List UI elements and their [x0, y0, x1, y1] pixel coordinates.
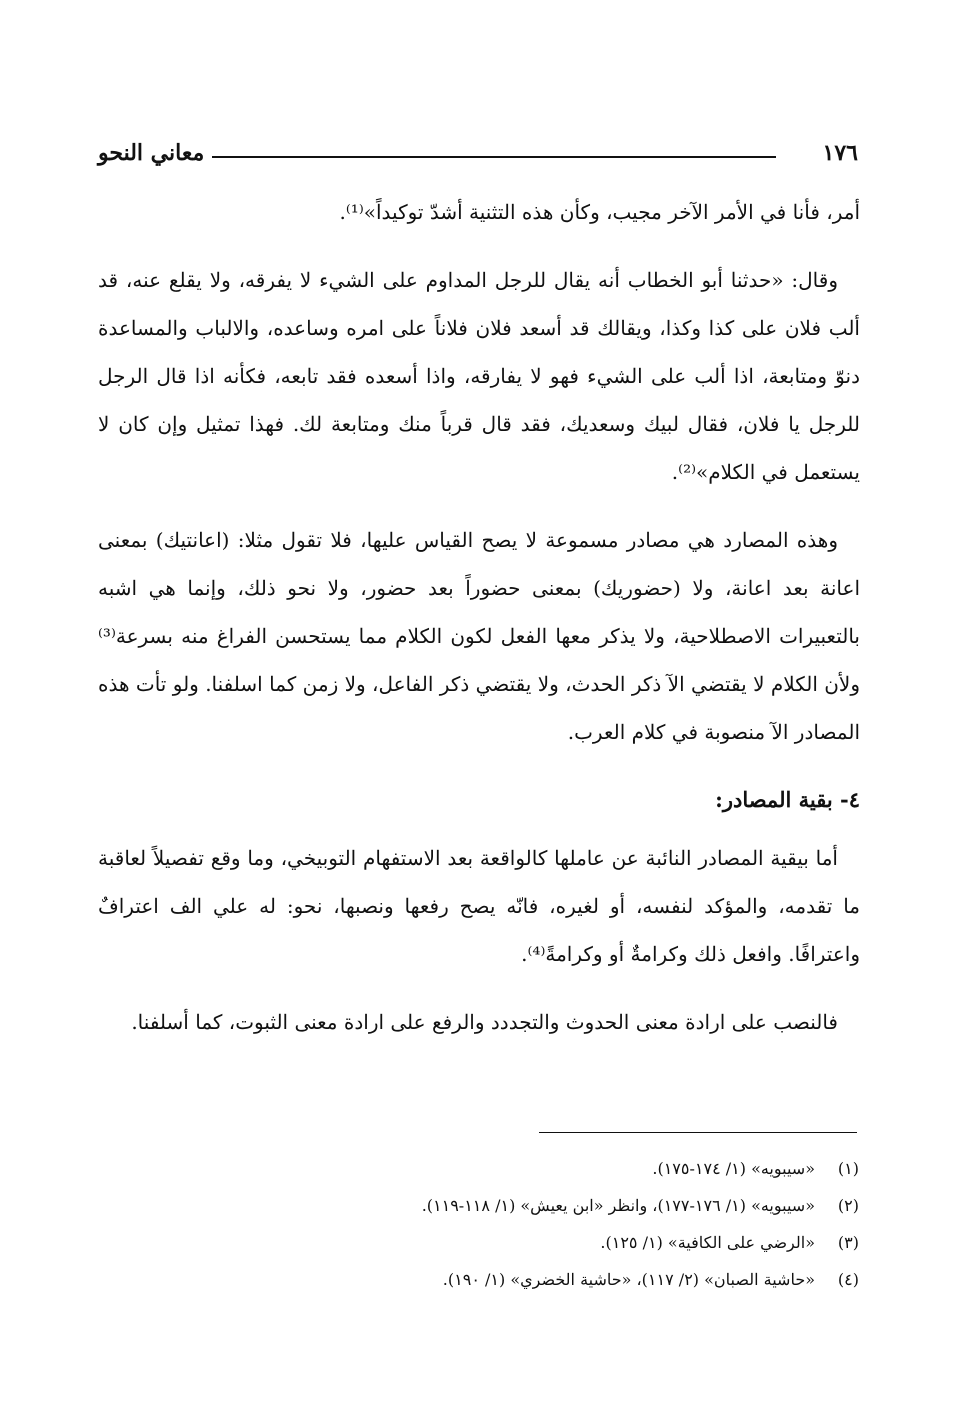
footnote-2 [219, 1187, 859, 1224]
footnote-number: (٣) [837, 1233, 859, 1252]
paragraph-quote-abu-khattab: وقال: «حدثنا أبو الخطاب أنه يقال للرجل المداوم على الشيء لا يفرقه، ولا يقلع عنه، قد ألب فلان على كذا وكذا، ويقالك قد أسعد فلان فلاناً على امره وساعده، والالباب والمساعدة دنوّ ومتابعة، اذا ألب على الشيء فهو لا يفارقه، واذا أسعده فقد تابعه، فكأنه اذا قال الرجل للرجل يا فلان، فقال لبيك وسعديك، فقد قال قرباً منك ومتابعة لك. فهذا تمثيل وإن كان لا يستعمل في الكلام»⁽²⁾. [98, 268, 860, 484]
footnote-number: (١) [837, 1159, 859, 1178]
paragraph-remaining-sources: أما بيقية المصادر النائبة عن عاملها كالواقعة بعد الاستفهام التوبيخي، وما وقع تفصيلاً لعاقبة ما تقدمه، والمؤكد لنفسه، أو لغيره، فانّه يصح رفعها ونصبها، نحو: له علي الف اعترافٌ واعترافًا. وافعل ذلك وكرامةٌ أو وكرامةً⁽⁴⁾. [98, 846, 860, 966]
header-rule [212, 156, 776, 158]
page-header [98, 140, 858, 174]
body-text [98, 188, 860, 1066]
footnote-number: (٤) [837, 1270, 859, 1289]
footnote-text: «حاشية الصبان» (٢/ ١١٧)، «حاشية الخضري» (١/ ١٩٠). [442, 1270, 815, 1289]
paragraph-nasb-raf: فالنصب على ارادة معنى الحدوث والتجددد والرفع على ارادة معنى الثبوت، كما أسلفنا. [131, 1010, 838, 1034]
footnote-text: «سيبويه» (١/ ١٧٦-١٧٧)، وانظر «ابن يعيش» (١/ ١١٨-١١٩). [421, 1196, 815, 1215]
footnote-3 [219, 1224, 859, 1261]
footnote-1 [219, 1150, 859, 1187]
paragraph-continuation: أمر، فأنا في الأمر الآخر مجيب، وكأن هذه التثنية أشدّ توكيداً»⁽¹⁾. [339, 200, 860, 224]
paragraph-heard-sources: وهذه المصارد هي مصادر مسموعة لا يصح القياس عليها، فلا تقول مثلا: (اعانتيك) بمعنى اعانة بعد اعانة، ولا (حضوريك) بمعنى حضوراً بعد حضور، ولا نحو ذلك، وإنما هي اشبه بالتعبيرات الاصطلاحية، ولا يذكر معها الفعل لكون الكلام مما يستحسن الفراغ منه بسرعة⁽³⁾ ولأن الكلام لا يقتضي الآ ذكر الحدث، ولا يقتضي ذكر الفاعل، ولا زمن كما اسلفنا. ولو تأت هذه المصادر الآ منصوبة في كلام العرب. [98, 528, 861, 744]
running-title: معاني النحو [98, 140, 205, 166]
section-heading: ٤- بقية المصادر: [715, 787, 860, 812]
footnote-text: «الرضي على الكافية» (١/ ١٢٥). [600, 1233, 815, 1252]
footnote-number: (٢) [837, 1196, 859, 1215]
footnote-4 [219, 1261, 859, 1298]
page-number: ١٧٦ [822, 140, 858, 166]
footnote-rule [539, 1132, 857, 1133]
footnotes [219, 1150, 859, 1298]
footnote-text: «سيبويه» (١/ ١٧٤-١٧٥). [652, 1159, 815, 1178]
